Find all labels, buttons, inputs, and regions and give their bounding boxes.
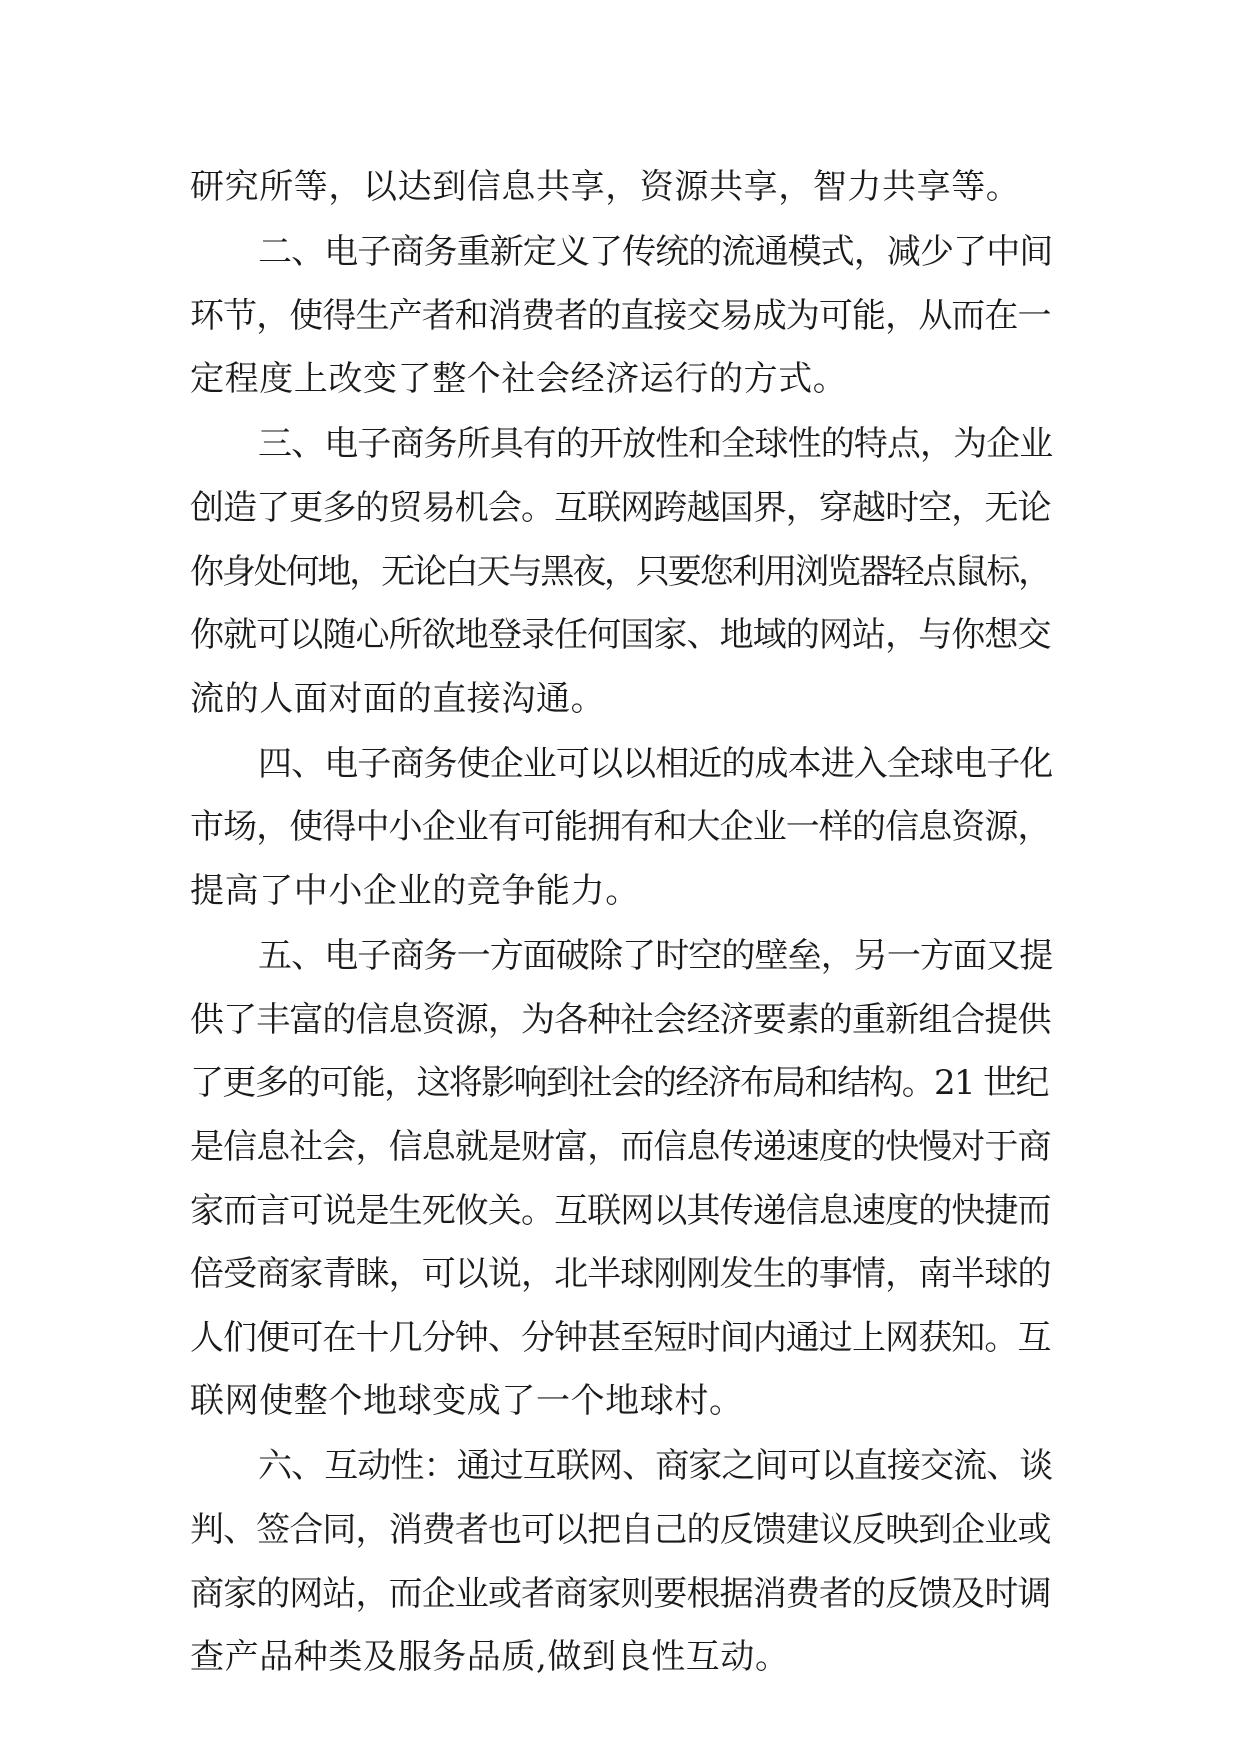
text-line: 市场，使得中小企业有可能拥有和大企业一样的信息资源， bbox=[190, 807, 1051, 848]
text-line: 家而言可说是生死攸关。互联网以其传递信息速度的快捷而 bbox=[190, 1190, 1051, 1231]
paragraph-point-six bbox=[190, 1435, 1052, 1689]
text-line: 三、电子商务所具有的开放性和全球性的特点，为企业 bbox=[258, 424, 1053, 465]
text-line: 创造了更多的贸易机会。互联网跨越国界，穿越时空，无论 bbox=[190, 487, 1051, 528]
text-line: 研究所等，以达到信息共享，资源共享，智力共享等。 bbox=[190, 167, 1021, 207]
text-line: 倍受商家青睐，可以说，北半球刚刚发生的事情，南半球的 bbox=[190, 1254, 1051, 1295]
paragraph-point-three bbox=[190, 413, 1052, 731]
text-line: 查产品种类及服务品质,做到良性互动。 bbox=[190, 1637, 790, 1678]
text-line: 你身处何地，无论白天与黑夜，只要您利用浏览器轻点鼠标， bbox=[190, 551, 1050, 592]
text-line: 是信息社会，信息就是财富，而信息传递速度的快慢对于商 bbox=[190, 1126, 1051, 1167]
text-line: 你就可以随心所欲地登录任何国家、地域的网站，与你想交 bbox=[190, 615, 1051, 656]
text-line: 环节，使得生产者和消费者的直接交易成为可能，从而在一 bbox=[190, 295, 1051, 336]
text-line: 判、签合同，消费者也可以把自己的反馈建议反映到企业或 bbox=[190, 1509, 1051, 1550]
text-line: 定程度上改变了整个社会经济运行的方式。 bbox=[190, 359, 848, 400]
text-line: 流的人面对面的直接沟通。 bbox=[190, 678, 606, 719]
text-line: 联网使整个地球变成了一个地球村。 bbox=[190, 1381, 744, 1422]
text-line: 提高了中小企业的竞争能力。 bbox=[190, 871, 640, 912]
text-line: 人们便可在十几分钟、分钟甚至短时间内通过上网获知。互 bbox=[190, 1317, 1051, 1358]
text-line: 商家的网站，而企业或者商家则要根据消费者的反馈及时调 bbox=[190, 1573, 1051, 1614]
paragraph-point-four bbox=[190, 733, 1052, 924]
document-body bbox=[190, 156, 1052, 1690]
text-line: 了更多的可能，这将影响到社会的经济布局和结构。21 世纪 bbox=[190, 1063, 1048, 1104]
paragraph-point-two bbox=[190, 221, 1052, 412]
paragraph-continuation bbox=[190, 156, 1052, 220]
text-line: 二、电子商务重新定义了传统的流通模式，减少了中间 bbox=[258, 232, 1053, 273]
text-line: 六、互动性：通过互联网、商家之间可以直接交流、谈 bbox=[258, 1446, 1053, 1487]
text-line: 五、电子商务一方面破除了时空的壁垒，另一方面又提 bbox=[258, 936, 1053, 977]
text-line: 供了丰富的信息资源，为各种社会经济要素的重新组合提供 bbox=[190, 999, 1051, 1040]
text-line: 四、电子商务使企业可以以相近的成本进入全球电子化 bbox=[258, 743, 1053, 784]
paragraph-point-five bbox=[190, 925, 1052, 1434]
